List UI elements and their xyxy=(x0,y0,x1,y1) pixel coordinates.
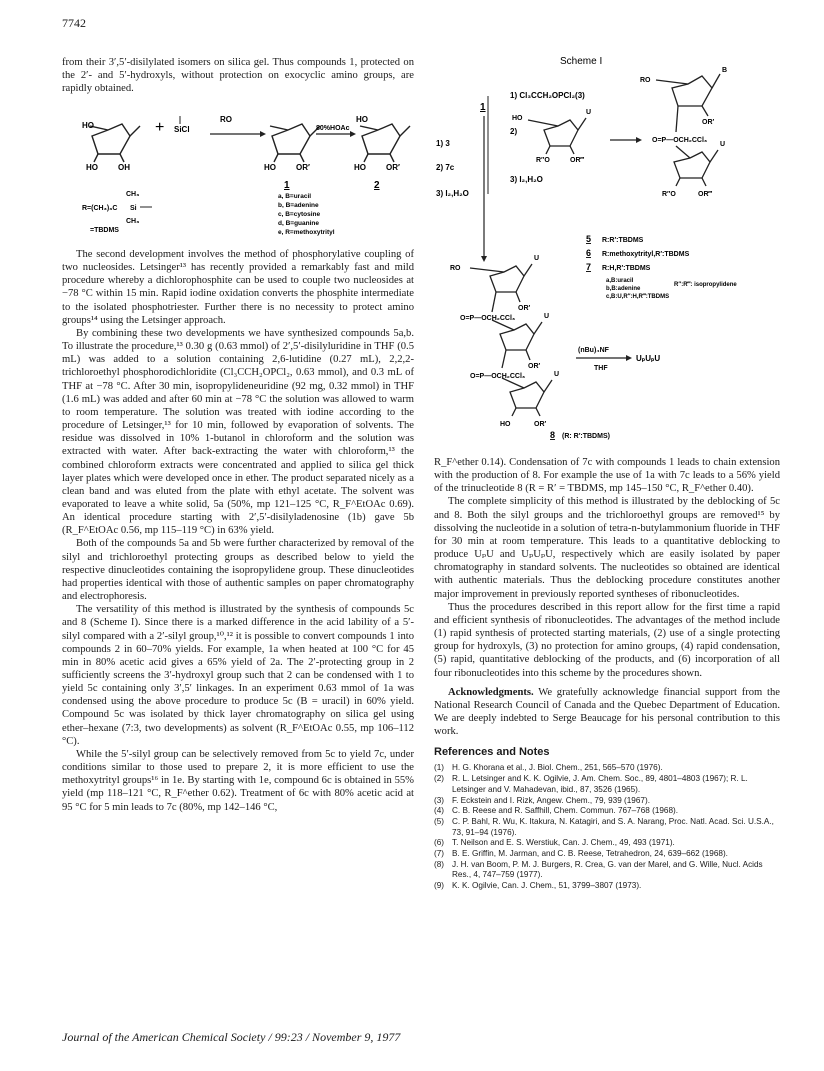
paragraph-synthesis: By combining these two developments we have synthesized compounds 5a,b. To illustrate the procedure,¹³ 0.30 g (0.63 mmol) of 2′,5′-disilyluridine in THF (0.5 mL) was added to a solution containing 2,6-lutidine (0.27 mL), 2,2,2-trichloroethyl phosphorodichloridite (Cl₃CCH₂OPCl₂, 0.63 mmol), and 0.3 mL of THF at −78 °C. After 30 min, isopropylideneuridine (92 mg, 0.32 mmol) in THF (1.6 mL) was added and after 60 min at −78 °C the solution was allowed to warm to room temperature. The solution was treated with iodine according to the procedure of Letsinger,¹³ for 10 min, followed by evaporation of solvents. The residue was dissolved in 10% 1-butanol in chloroform and the solution was extracted with water. After back-extracting the water with chloroform,¹³ the combined chloroform extracts were concentrated and applied to silica gel thick layer plates which were developed once in ether. The product separated nicely as a clean band and was eluted from the plate with ethyl acetate. The solvent was evaporated to leave a white solid, 5a (50%, mp 121–125 °C, R_F^EtOAc 0.69). An identical procedure starting with 2′,5′-disilyladenosine (1b) gave 5b (R_F^EtOAc 0.56, mp 115–119 °C) in 63% yield. xyxy=(62,327,414,537)
right-column xyxy=(434,456,780,892)
scheme-mid-or3: OR‴ xyxy=(570,157,584,164)
reference-number: (8) xyxy=(434,859,445,869)
scheme-bottom-u: U xyxy=(720,141,726,148)
reference-item xyxy=(434,849,780,860)
scheme-i-figure xyxy=(430,50,790,450)
fig-or-2: OR′ xyxy=(386,163,400,172)
scheme-trimer-ho: HO xyxy=(500,421,511,428)
fig-ho-3: HO xyxy=(264,163,276,172)
fig-b-a: a, B=uracil xyxy=(278,193,312,200)
fig-ho-4: HO xyxy=(356,115,368,124)
reference-number: (2) xyxy=(434,774,445,784)
scheme-isopropylidene: R″:R‴: isopropylidene xyxy=(674,282,737,288)
reference-text: C. B. Reese and R. Saffhill, Chem. Commun. 767–768 (1968). xyxy=(452,806,679,816)
scheme-bottom-r2o: R″O xyxy=(662,191,676,198)
scheme-trimer-u2: U xyxy=(544,313,550,320)
ring-3 xyxy=(360,124,410,162)
scheme-trimer-ro: RO xyxy=(450,265,461,272)
fig-or-1: OR′ xyxy=(296,163,310,172)
page-number: 7742 xyxy=(62,16,86,30)
scheme-trimer-phos2: O=P—OCH₂CCl₃ xyxy=(470,373,526,380)
scheme-step3: 3) I₂,H₂O xyxy=(510,175,543,184)
reference-text: F. Eckstein and I. Rizk, Angew. Chem., 79, 939 (1967). xyxy=(452,795,650,805)
fig-ch3-bottom: CH₃ xyxy=(126,218,140,225)
fig-acid: 80%HOAc xyxy=(316,125,350,132)
scheme-title: Scheme I xyxy=(560,56,603,67)
references-title: References and Notes xyxy=(434,746,550,759)
scheme-top-ro: RO xyxy=(640,77,651,84)
reference-item xyxy=(434,817,780,838)
paragraph-coupling: The second development involves the method of phosphorylative coupling of two nucleosides. Letsinger¹³ has recently provided a remarkably fast and mild procedure whereby a dichlorophosphite can be used to couple two nucleosides at −78 °C within 15 min. Rapid iodine oxidation converts the phosphite intermediate to the isolated phosphotriester. Further there is no necessity to protect amino groups¹⁴ using the Letsinger approach. xyxy=(62,249,414,326)
scheme-step1: 1) Cl₃CCH₂OPCl₂(3) xyxy=(510,91,585,100)
scheme-trimer-u1: U xyxy=(534,255,540,262)
scheme-top-phos: O=P—OCH₂CCl₃ xyxy=(652,137,708,144)
scheme-top-or: OR′ xyxy=(702,119,715,126)
paragraph-versatility: The versatility of this method is illustrated by the synthesis of compounds 5c and 8 (Scheme I). Since there is a marked difference in the acid lability of a 5′-silyl compared with a 2′-silyl group,¹⁰,¹² it is possible to convert compounds 1 into compounds 2 in 60–70% yields. For example, 1a when heated at 100 °C for 45 min in 80% acetic acid gives a 65% yield of 2a. The 2′-protecting group in 2 sufficiently screens the 3′-hydroxyl group such that 2 can be condensed with 1 to yield 5c containing only 3′,5′ linkages. In an experiment 0.63 mmol of 1a was condensed using the above procedure to produce 5c (B = uracil) in 60% yield. Compound 5c was isolated by thick layer chromatography on silica gel using ether–hexane (7:3, two developments) as solvent (R_F^EtOAc 0.55, mp 106–112 °C). xyxy=(62,604,414,747)
fig-oh-1: OH xyxy=(118,163,130,172)
acknowledgments-text: We gratefully acknowledge financial support from the National Research Council of Canada and the Quebec Department of Education. We are deeply indebted to Serge Beaucage for his personal contribution to this work. xyxy=(434,686,780,738)
reference-item xyxy=(434,763,780,774)
ring-2 xyxy=(270,124,320,162)
scheme-label-5: 5 xyxy=(586,234,592,244)
scheme-def-8: (R: R′:TBDMS) xyxy=(562,433,610,440)
paragraph-characterization: Both of the compounds 5a and 5b were further characterized by removal of the silyl and trichloroethyl protecting groups as described below to yield the respective dinucleotides containing the isopropylidene group. These dinucleotides had properties identical with those of authentic samples on paper chromatography and electrophoresis. xyxy=(62,538,414,603)
scheme-top-b: B xyxy=(722,67,728,74)
reference-number: (5) xyxy=(434,816,445,826)
fig-ro: RO xyxy=(220,115,232,124)
scheme-label-8: 8 xyxy=(550,430,556,440)
fig-ch3-top: CH₃ xyxy=(126,191,140,198)
scheme-label-6: 6 xyxy=(586,248,592,258)
fig-reagent: SiCl xyxy=(174,125,190,134)
scheme-step2: 2) xyxy=(510,127,518,136)
scheme-trimer-or3: OR′ xyxy=(534,421,547,428)
fig-rdef: R=(CH₃)₃C xyxy=(82,205,118,212)
scheme-sub-b: b,B:adenine xyxy=(606,286,641,292)
reference-item xyxy=(434,838,780,849)
reference-number: (9) xyxy=(434,881,445,891)
fig-label-2: 2 xyxy=(374,180,380,191)
scheme-thf: THF xyxy=(594,365,608,372)
reference-number: (3) xyxy=(434,795,445,805)
scheme-arrow-right-head xyxy=(636,137,642,143)
references-list xyxy=(434,763,780,891)
arrow-2-head xyxy=(350,131,356,137)
scheme-trimer-phos1: O=P—OCH₂CCl₃ xyxy=(460,315,516,322)
reference-text: C. P. Bahl, R. Wu, K. Itakura, N. Katagiri, and S. A. Narang, Proc. Natl. Acad. Sci. U.S.A., 73, 91–94 (1976). xyxy=(452,816,774,837)
left-reaction-figure xyxy=(60,106,430,246)
scheme-sub-a: a,B:uracil xyxy=(606,278,634,284)
scheme-def-5: R:R′:TBDMS xyxy=(602,237,644,244)
scheme-label-7: 7 xyxy=(586,262,592,272)
scheme-trimer-or2: OR′ xyxy=(528,363,541,370)
scheme-left-step2: 2) 7c xyxy=(436,163,455,172)
fig-tbdms: =TBDMS xyxy=(90,227,119,234)
fig-si: Si xyxy=(130,205,137,212)
scheme-ring-mid xyxy=(528,118,586,154)
scheme-def-6: R:methoxytrityl,R′:TBDMS xyxy=(602,251,690,258)
fig-ho-1: HO xyxy=(82,121,94,130)
acknowledgments xyxy=(434,686,780,739)
scheme-trimer-or1: OR′ xyxy=(518,305,531,312)
reference-text: B. E. Griffin, M. Jarman, and C. B. Reese, Tetrahedron, 24, 639–662 (1968). xyxy=(452,849,728,859)
scheme-deprotect-arrow-head xyxy=(626,355,632,361)
scheme-bottom-or3: OR‴ xyxy=(698,191,712,198)
scheme-vertical-arrow-head xyxy=(481,256,487,262)
scheme-left-step3: 3) I₂,H₂O xyxy=(436,189,469,198)
reference-text: R. L. Letsinger and K. K. Ogilvie, J. Am. Chem. Soc., 89, 4801–4803 (1967); R. L. Letsinger and V. Mahadevan, ibid., 87, 3526 (1965). xyxy=(452,774,748,794)
scheme-mid-u: U xyxy=(586,109,592,116)
reference-item xyxy=(434,774,780,795)
fig-label-1: 1 xyxy=(284,180,290,191)
reference-text: T. Neilson and E. S. Werstiuk, Can. J. Chem., 49, 493 (1971). xyxy=(452,838,675,848)
scheme-sub-c: c,B:U,R″:H,R‴:TBDMS xyxy=(606,294,670,300)
fig-b-b: b, B=adenine xyxy=(278,202,319,209)
reference-item xyxy=(434,806,780,817)
reference-number: (6) xyxy=(434,838,445,848)
fig-b-d: d, B=guanine xyxy=(278,220,319,227)
left-column xyxy=(62,56,414,95)
fig-ho-2: HO xyxy=(86,163,98,172)
paragraph-advantages: Thus the procedures described in this report allow for the first time a rapid and efficient synthesis of ribonucleotides. The advantages of the method include (1) rapid synthesis of protected starting materials, (2) use of a single protecting group for hydroxyls, (3) no protection for amino groups, (4) rapid condensation, (5) rapid, quantitative deblocking of the products, and (6) incorporation of all four ribonucleotides into this scheme by the procedures shown. xyxy=(434,601,780,679)
scheme-trimer-u3: U xyxy=(554,371,560,378)
reference-number: (7) xyxy=(434,849,445,859)
reference-item xyxy=(434,860,780,881)
fig-b-c: c, B=cytosine xyxy=(278,211,321,218)
paragraph-deblocking: The complete simplicity of this method is illustrated by the deblocking of 5c and 8. Both the silyl groups and the trichloroethyl groups are removed¹⁵ by dissolving the nucleotide in a solution of tetra-n-butylammonium fluoride in THF for 30 min at room temperature. This leads to a quantitative deblocking to produce UₚU and UₚUₚU, respectively which are easily isolated by paper chromatography in standard solvents. The nucleotides so obtained are identical with authentic materials. Thus the deblocking procedure constitutes another major improvement in previously reported syntheses of ribonucleotides. xyxy=(434,496,780,600)
scheme-ring-bottom xyxy=(674,146,718,186)
reference-text: J. H. van Boom, P. M. J. Burgers, R. Crea, G. van der Marel, and G. Wille, Nucl. Acids Res., 4, 747–759 (1977). xyxy=(452,859,763,880)
scheme-mid-ho: HO xyxy=(512,115,523,122)
reference-item xyxy=(434,881,780,892)
reference-number: (4) xyxy=(434,806,445,816)
scheme-product: UₚUₚU xyxy=(636,354,661,363)
fig-b-e: e, R=methoxytrityl xyxy=(278,229,335,236)
acknowledgments-title: Acknowledgments. xyxy=(448,686,534,698)
intro-paragraph: from their 3′,5′-disilylated isomers on silica gel. Thus compounds 1, protected on the 2′- and 5′-hydroxyls, without protection on exocyclic amino groups, are rapidly obtained. xyxy=(62,57,414,95)
scheme-left-step1: 1) 3 xyxy=(436,139,450,148)
paragraph-silyl-removal: While the 5′-silyl group can be selectively removed from 5c to yield 7c, under conditions similar to those used to prepare 2, it is more efficient to use the methoxytrityl groups¹⁶ in 1e. By starting with 1e, compound 6c is obtained in 55% yield (mp 118–121 °C, R_F^ether 0.62). Treatment of 6c with 80% acetic acid at 95 °C for 5 min leads to 7c (80%, mp 142–146 °C, xyxy=(62,748,414,813)
scheme-mid-r2o: R″O xyxy=(536,157,550,164)
scheme-deprotect: (nBu)₄NF xyxy=(578,347,609,354)
fig-plus: + xyxy=(155,119,165,136)
reference-text: K. K. Ogilvie, Can. J. Chem., 51, 3799–3807 (1973). xyxy=(452,881,642,891)
reference-text: H. G. Khorana et al., J. Biol. Chem., 251, 565–570 (1976). xyxy=(452,763,663,773)
scheme-trimer xyxy=(470,264,552,416)
fig-ho-5: HO xyxy=(354,163,366,172)
reference-item xyxy=(434,796,780,807)
paragraph-condensation: R_F^ether 0.14). Condensation of 7c with compounds 1 leads to chain extension with the production of 8. For example the use of 1a with 7c leads to a 56% yield of the trinucleotide 8 (R = R′ = TBDMS, mp 145–150 °C, R_F^ether 0.40). xyxy=(434,457,780,495)
left-column-body xyxy=(62,248,414,814)
arrow-1-head xyxy=(260,131,266,137)
reference-number: (1) xyxy=(434,763,445,773)
journal-footer: Journal of the American Chemical Society / 99:23 / November 9, 1977 xyxy=(62,1030,401,1044)
scheme-label-1: 1 xyxy=(480,102,486,113)
ring-1 xyxy=(90,124,140,162)
scheme-def-7: R:H,R′:TBDMS xyxy=(602,265,651,272)
